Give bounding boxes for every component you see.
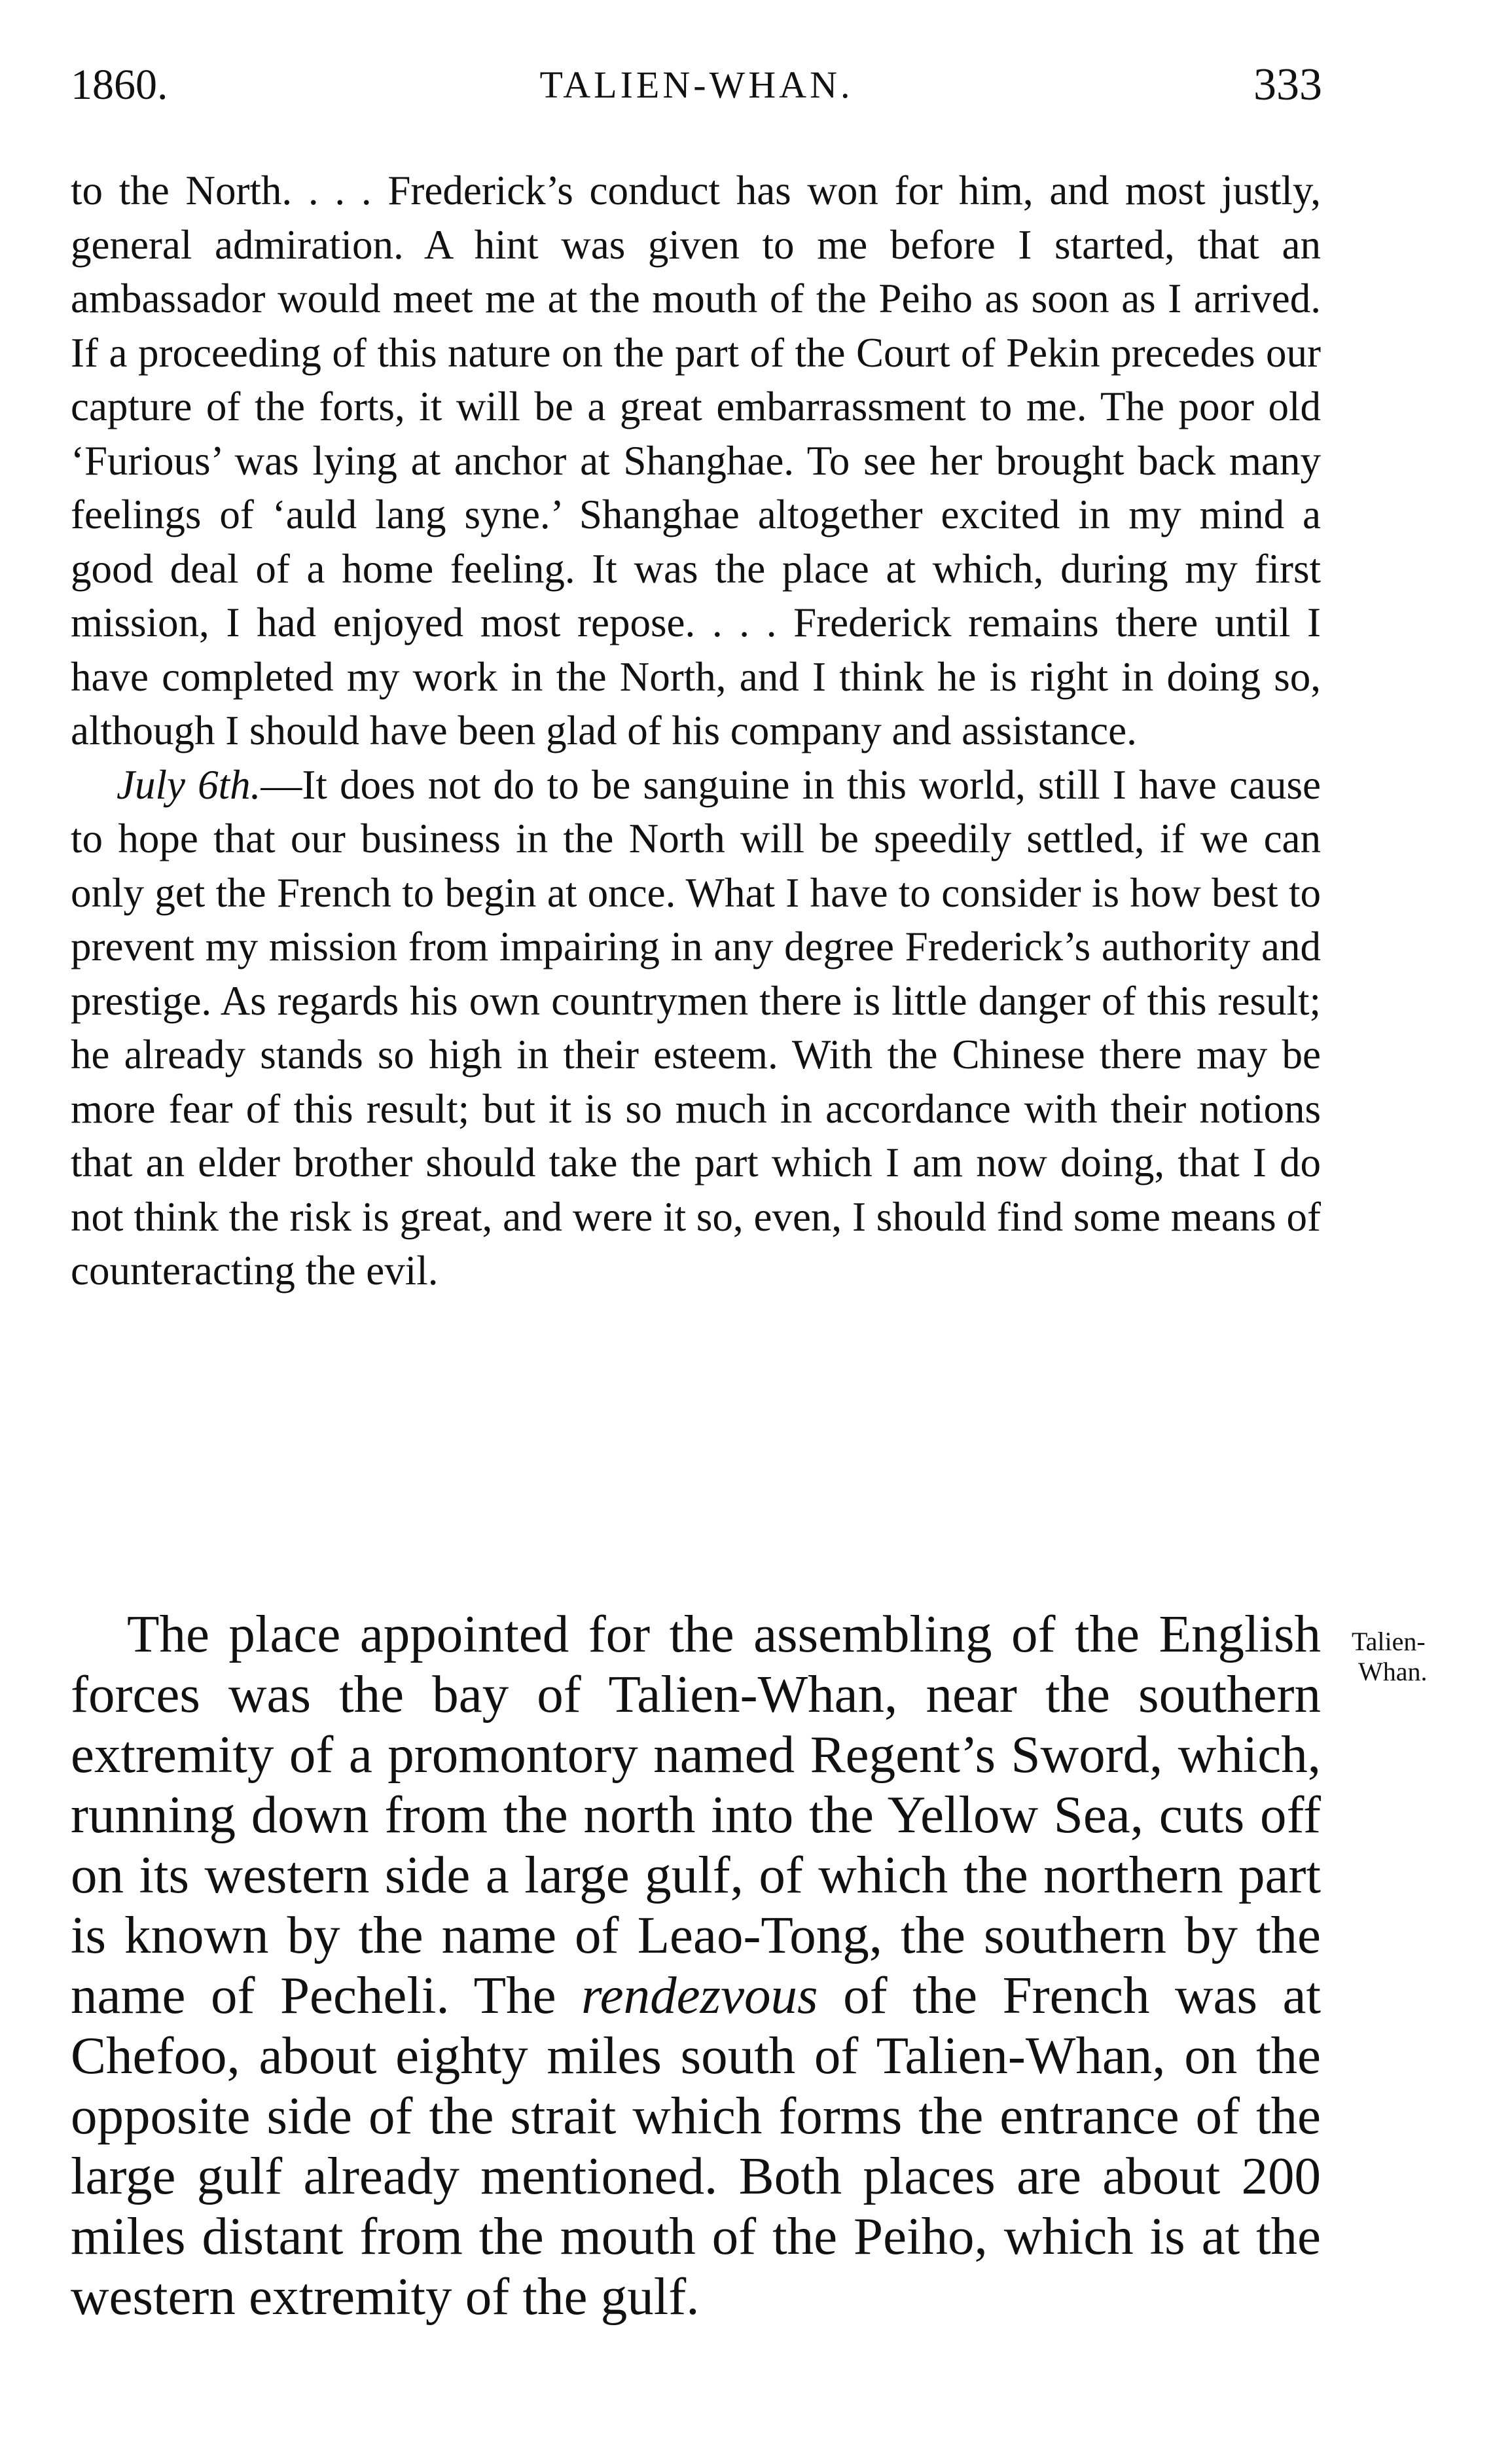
sidenote-line-2: Whan. xyxy=(1358,1657,1428,1686)
body-paragraph xyxy=(71,1604,1321,2326)
sidenote-line-1: Talien- xyxy=(1352,1627,1426,1656)
header-title: TALIEN-WHAN. xyxy=(539,63,854,106)
body-emphasis: rendezvous xyxy=(581,1966,818,2025)
letter-paragraph-2-text: —It does not do to be sanguine in this world, still I have cause to hope that our business in the North will be speedily settled, if we can only get the French to begin at once. What I have to consider is how best to prevent my mission from impairing in any degree Frederick’s authority and prestige. As regards his own countrymen there is little danger of this result; he already stands so high in their esteem. With the Chinese there may be more fear of this result; but it is so much in accordance with their notions that an elder brother should take the part which I am now doing, that I do not think the risk is great, and were it so, even, I should find some means of counteracting the evil. xyxy=(71,761,1321,1293)
quoted-letter xyxy=(71,164,1321,1298)
header-year: 1860. xyxy=(71,61,168,109)
letter-date: July 6th. xyxy=(117,761,261,808)
body-text-part-2: of the French was at Chefoo, about eighty miles south of Talien-Whan, on the opposite side of the strait which forms the entrance of the large gulf already mentioned. Both places are about 200 miles distant from the mouth of the Peiho, which is at the western extremity of the gulf. xyxy=(71,1966,1321,2326)
letter-paragraph-2 xyxy=(71,758,1321,1298)
running-header xyxy=(71,56,1322,115)
body-text-part-1: The place appointed for the assembling of the English forces was the bay of Talien-Whan, near the southern extremity of a promontory named Regent’s Sword, which, running down from the north into the Yellow Sea, cuts off on its western side a large gulf, of which the northern part is known by the name of Leao-Tong, the southern by the name of Pecheli. The xyxy=(71,1604,1321,2025)
letter-paragraph-1: to the North. . . . Frederick’s conduct has won for him, and most justly, general admiration. A hint was given to me before I started, that an ambassador would meet me at the mouth of the Peiho as soon as I arrived. If a proceeding of this nature on the part of the Court of Pekin precedes our capture of the forts, it will be a great embarrassment to me. The poor old ‘Furious’ was lying at anchor at Shanghae. To see her brought back many feelings of ‘auld lang syne.’ Shanghae altogether excited in my mind a good deal of a home feeling. It was the place at which, during my first mission, I had enjoyed most repose. . . . Frederick remains there until I have completed my work in the North, and I think he is right in doing so, although I should have been glad of his company and assistance. xyxy=(71,168,1321,753)
main-text xyxy=(71,1604,1321,2326)
page-number: 333 xyxy=(1253,60,1322,110)
margin-sidenote xyxy=(1352,1627,1483,1687)
